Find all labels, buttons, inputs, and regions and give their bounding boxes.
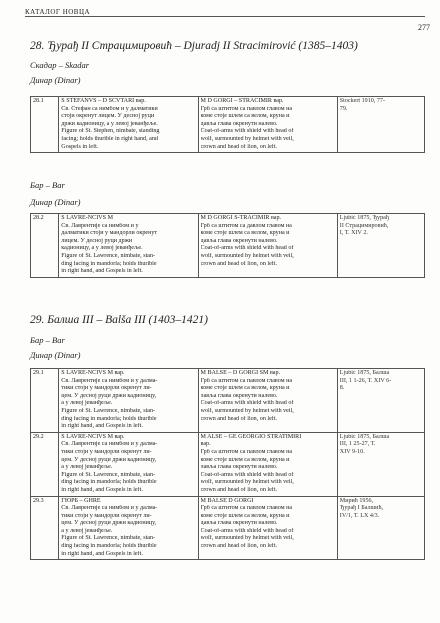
obverse-description-line: Св. Лаврентије са нимбом и у далма- <box>61 441 158 448</box>
reverse-description <box>198 369 337 433</box>
obverse-description-line: S STEFANVS – D SCVTARI вар. <box>61 98 146 104</box>
bibliography-reference-line: IV/1, T. LX 4/3. <box>339 512 380 519</box>
reverse-description-line: M BALSE D GORGI <box>200 497 254 504</box>
obverse-description <box>59 214 198 278</box>
reverse-description-line: Грб са штитом са павлом главом на <box>200 377 293 384</box>
obverse-description-line: Figure of St. Lawrence, nimbate, stan- <box>61 252 156 259</box>
obverse-description-line: цем. У десној руци држи кадионицу, <box>61 520 157 527</box>
table-row <box>31 369 425 433</box>
obverse-description-line: Св. Лаврентије са нимбом и у далма- <box>61 377 158 384</box>
catalog-table <box>30 368 425 560</box>
reverse-description-line: Грб са штитом са павлом главом на <box>200 505 293 512</box>
reverse-description-line: crown and head of lion, on left. <box>200 260 278 267</box>
obverse-description-line: Figure of St. Lawrence, nimbate, stan- <box>61 535 156 542</box>
catalog-number: 28.2 <box>31 214 59 278</box>
table-row <box>31 496 425 560</box>
bibliography-reference <box>337 496 424 560</box>
bibliography-reference-line: Stockert 1910, 77- <box>339 98 385 104</box>
reverse-description-line: crown and head of lion, on left. <box>200 543 278 550</box>
obverse-description-line: ding facing in mandorla; holds thurible <box>61 260 157 267</box>
obverse-description-line: in right hand, and Gospels in left. <box>61 550 143 557</box>
catalog-number: 28.1 <box>31 97 59 153</box>
reverse-description-line: crown and head of lion, on left. <box>200 143 278 150</box>
denomination-subheading: Динар (Dinar) <box>30 350 81 360</box>
reverse-description-line: crown and head of lion, on left. <box>200 415 278 422</box>
obverse-description-line: далматики стоји у мандорли окренут <box>61 230 158 237</box>
obverse-description-line: Св. Лаврентије са нимбом и у далма- <box>61 505 158 512</box>
obverse-description-line: ding facing in mandorla; holds thurible <box>61 415 157 422</box>
bibliography-reference-line: Ljubić 1875, Балша <box>339 433 390 440</box>
obverse-description-line: Figure of St. Stephen, nimbate, standing <box>61 128 160 135</box>
bibliography-reference-line: II Страцимировић, <box>339 222 389 229</box>
reverse-description-line: Грб са штитом са давлом главом на <box>200 222 292 229</box>
obverse-description-line: тики стоји у мандорли окренут ли- <box>61 512 152 519</box>
bibliography-reference <box>337 432 424 496</box>
bibliography-reference <box>337 369 424 433</box>
catalog-number: 29.2 <box>31 432 59 496</box>
bibliography-reference-line: 79. <box>339 105 348 112</box>
obverse-description-line: Figure of St. Lawrence, nimbate, stan- <box>61 471 156 478</box>
bibliography-reference-line: Ljubić 1875, Ђурађ <box>339 215 389 221</box>
obverse-description-line: тики стоји у мандорли окренут ли- <box>61 448 152 455</box>
obverse-description-line: тики стоји у мандорли окренут ли- <box>61 385 152 392</box>
obverse-description-line: лицем. У десној руци држи <box>61 237 133 244</box>
obverse-description <box>59 369 198 433</box>
bibliography-reference-line: Ђурађ I Балшић, <box>339 505 384 512</box>
denomination-subheading: Динар (Dinar) <box>30 75 81 85</box>
obverse-description <box>59 432 198 496</box>
table-row <box>31 97 425 153</box>
reverse-description-line: коме стоје шлем са велом, круна и <box>200 385 290 392</box>
section-title: 28. Ђурађ II Страцимировић – Djuradj II Stracimirović (1385–1403) <box>30 40 358 52</box>
obverse-description-line: а у левој јеванђеље. <box>61 464 113 471</box>
reverse-description-line: коме стоје шлем са велом, круна и <box>200 113 290 120</box>
denomination-subheading: Динар (Dinar) <box>30 197 81 207</box>
reverse-description-line: wolf, surmounted by helmet with veil, <box>200 479 294 486</box>
reverse-description-line: wolf, surmounted by helmet with veil, <box>200 535 294 542</box>
obverse-description-line: ГЮРБ – GHRE <box>61 497 101 504</box>
reverse-description-line: Coat-of-arms with shield with head of <box>200 527 294 534</box>
mint-subheading: Бар – Bar <box>30 335 65 345</box>
obverse-description-line: S LAVRE-NCIVS M вар. <box>61 433 125 440</box>
reverse-description-line: wolf, surmounted by helmet with veil, <box>200 252 294 259</box>
obverse-description-line: држи кадионицу, а у левој јеванђеље. <box>61 120 158 127</box>
reverse-description <box>198 496 337 560</box>
reverse-description-line: Грб са штитом са павлом главом на <box>200 105 293 112</box>
obverse-description-line: ding facing in mandorla; holds thurible <box>61 543 157 550</box>
reverse-description-line: давља глава окренути налево. <box>200 120 278 127</box>
obverse-description-line: facing; holds thurible in right hand, and <box>61 135 158 142</box>
reverse-description-line: Coat-of-arms with shield with head of <box>200 400 294 407</box>
obverse-description-line: Gospels in left. <box>61 143 99 150</box>
reverse-description-line: коме стоје шлем са велом, круна и <box>200 230 290 237</box>
reverse-description-line: коме стоје шлем са велом, круна и <box>200 512 290 519</box>
reverse-description-line: давља глава окренути налево. <box>200 237 278 244</box>
bibliography-reference-line: XIV 9-10. <box>339 448 365 455</box>
catalog-number: 29.1 <box>31 369 59 433</box>
reverse-description-line: crown and head of lion, on left. <box>200 486 278 493</box>
obverse-description <box>59 496 198 560</box>
bibliography-reference-line: Мирић 1956, <box>339 497 374 504</box>
mint-subheading: Скадар – Skadar <box>30 60 90 70</box>
reverse-description-line: M BALSE – D GORGI SM вар. <box>200 370 281 376</box>
obverse-description-line: ding facing in mandorla; holds thurible <box>61 479 157 486</box>
bibliography-reference <box>337 97 424 153</box>
reverse-description-line: wolf, surmounted by helmet with veil, <box>200 135 294 142</box>
catalog-number: 29.3 <box>31 496 59 560</box>
reverse-description-line: Coat-of-arms with shield with head of <box>200 245 294 252</box>
reverse-description <box>198 432 337 496</box>
obverse-description <box>59 97 198 153</box>
obverse-description-line: цем. У десној руци држи кадионицу, <box>61 392 157 399</box>
obverse-description-line: S LAVRE-NCIVS M <box>61 215 113 221</box>
reverse-description-line: лавља глава окренути налево. <box>200 392 278 399</box>
obverse-description-line: Св. Стефан са нимбом и у далматики <box>61 105 158 112</box>
obverse-description-line: а у левој јеванђеље. <box>61 527 113 534</box>
reverse-description-line: wolf, surmounted by helmet with veil, <box>200 407 294 414</box>
reverse-description <box>198 214 337 278</box>
obverse-description-line: а у левој јеванђеље. <box>61 400 113 407</box>
obverse-description-line: Figure of St. Lawrence, nimbate, stan- <box>61 407 156 414</box>
bibliography-reference-line: Ljubić 1875, Балша <box>339 370 390 376</box>
reverse-description-line: давља глава окренути налево. <box>200 520 278 527</box>
reverse-description-line: коме стоје шлем са велом, круна и <box>200 456 290 463</box>
reverse-description-line: M D GORGI S-TRACIMIR вар. <box>200 215 282 221</box>
catalog-table <box>30 96 425 153</box>
reverse-description-line: Coat-of-arms with shield with head of <box>200 128 294 135</box>
page-number: 277 <box>418 23 430 32</box>
table-row <box>31 432 425 496</box>
reverse-description-line: вар. <box>200 441 211 448</box>
header-rule <box>25 16 425 17</box>
bibliography-reference-line: 8. <box>339 385 345 392</box>
obverse-description-line: in right hand, and Gospels in left. <box>61 423 143 430</box>
reverse-description-line: M ALSE – GE GEORGIO STRATIMIRI <box>200 433 302 440</box>
mint-subheading: Бар – Bar <box>30 180 65 190</box>
reverse-description-line: Грб са штитом са павлом главом на <box>200 448 293 455</box>
obverse-description-line: in right hand, and Gospels in left. <box>61 486 143 493</box>
catalog-table <box>30 213 425 278</box>
bibliography-reference-line: I, T. XIV 2. <box>339 230 368 237</box>
obverse-description-line: кадионицу, а у левој јеванђеље. <box>61 245 143 252</box>
table-row <box>31 214 425 278</box>
obverse-description-line: in right hand, and Gospels in left. <box>61 268 143 275</box>
obverse-description-line: стоји окренут лицем. У десној руци <box>61 113 155 120</box>
bibliography-reference <box>337 214 424 278</box>
reverse-description <box>198 97 337 153</box>
obverse-description-line: S LAVRE-NCIVS M вар. <box>61 370 125 376</box>
section-title: 29. Балша III – Balša III (1403–1421) <box>30 314 208 326</box>
reverse-description-line: лавља глава окренути налево. <box>200 464 278 471</box>
reverse-description-line: M D GORGI – STRACIMIR вар. <box>200 98 284 104</box>
obverse-description-line: цем. У десној руци држи кадионицу, <box>61 456 157 463</box>
bibliography-reference-line: III, 1 1-26, T. XIV 6- <box>339 377 392 384</box>
reverse-description-line: Coat-of-arms with shield with head of <box>200 471 294 478</box>
bibliography-reference-line: III, 1 25-27, T. <box>339 441 376 448</box>
obverse-description-line: Св. Лаврентије са нимбом и у <box>61 222 139 229</box>
running-title: КАТАЛОГ НОВЦА <box>25 8 91 16</box>
